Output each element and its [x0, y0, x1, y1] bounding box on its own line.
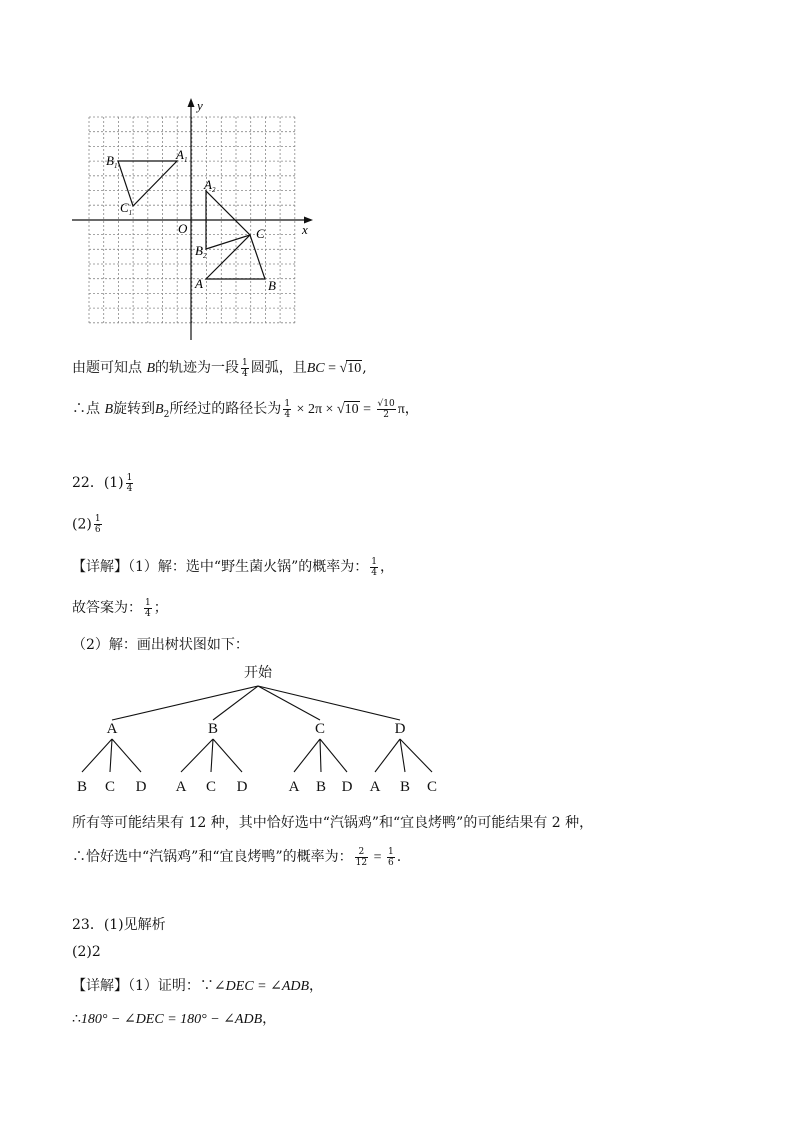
- probability-line: ∴恰好选中“汽锅鸡”和“宜良烤鸭”的概率为： $\frac{2}{12}$ = $\frac{1}{6}$ .: [72, 846, 402, 868]
- sqrt-10: 10: [347, 361, 362, 376]
- q22-detail-1: 【详解】（1）解：选中“野生菌火锅”的概率为： $\frac{1}{4}$ ，: [72, 556, 394, 578]
- tree-edge: [375, 739, 400, 772]
- tree-leaf-B: B: [76, 779, 88, 795]
- tree-edge: [320, 739, 321, 772]
- tree-leaf-C: C: [205, 779, 217, 795]
- tree-node-D: D: [394, 721, 406, 737]
- var-B: B: [146, 361, 156, 376]
- var-BC: BC: [306, 361, 325, 376]
- tree-leaf-C: C: [426, 779, 438, 795]
- q22-answer-line: 故答案为： $\frac{1}{4}$ ；: [72, 597, 168, 619]
- tree-leaf-D: D: [341, 779, 353, 795]
- q22-answer-1: 22．(1) $\frac{1}{4}$: [72, 472, 133, 494]
- tree-edge: [82, 739, 112, 772]
- tree-edge: [112, 739, 141, 772]
- fraction-q22-1: $\frac{1}{4}$: [126, 472, 133, 494]
- q22-part2-heading: （2）解：画出树状图如下：: [72, 637, 249, 653]
- tree-edge: [320, 739, 347, 772]
- tree-leaf-A: A: [369, 779, 381, 795]
- tree-edge: [211, 739, 213, 772]
- y-axis-label: y: [197, 98, 203, 113]
- text: 圆弧，且: [250, 360, 307, 376]
- q23-detail: 【详解】（1）证明：∵∠DEC = ∠ADB，: [72, 978, 324, 994]
- fraction-sqrt10-over-2: $\frac{√10}{2}$: [377, 398, 395, 420]
- fraction-one-quarter: $\frac{1}{4}$: [284, 398, 291, 420]
- tree-node-B: B: [207, 721, 219, 737]
- var-B2: B: [155, 402, 164, 417]
- text: 的轨迹为一段: [155, 360, 240, 376]
- label-C: C: [256, 226, 265, 241]
- arc-statement: 由题可知点 B的轨迹为一段 $\frac{1}{4}$ 圆弧，且BC = √10,: [72, 357, 367, 379]
- tree-edge: [258, 686, 320, 720]
- x-axis-label: x: [302, 222, 308, 237]
- tree-node-C: C: [314, 721, 326, 737]
- tree-leaf-A: A: [288, 779, 300, 795]
- tree-leaf-D: D: [236, 779, 248, 795]
- q23-step: ∴180° − ∠DEC = 180° − ∠ADB，: [72, 1011, 277, 1027]
- coordinate-grid-figure: [60, 92, 330, 348]
- q22-answer-2: (2) $\frac{1}{6}$: [72, 514, 101, 535]
- label-C1: $C_1$: [120, 200, 133, 217]
- path-length-statement: ∴点 B旋转到$B_2$所经过的路径长为 $\frac{1}{4}$ × 2π × √10 = $\frac{√10}{2}$ π，: [72, 398, 419, 420]
- all-results-line: 所有等可能结果有 12 种，其中恰好选中“汽锅鸡”和“宜良烤鸭”的可能结果有 2 种，: [72, 815, 594, 831]
- tree-edge: [181, 739, 213, 772]
- triangle-ABC: [206, 235, 265, 279]
- tree-leaf-A: A: [175, 779, 187, 795]
- tree-edge: [294, 739, 320, 772]
- tree-edge: [258, 686, 400, 720]
- tree-edge: [110, 739, 112, 772]
- q23-answer-1: 23．(1)见解析: [72, 917, 166, 933]
- tree-leaf-D: D: [135, 779, 147, 795]
- y-axis-arrow-icon: [188, 98, 195, 107]
- label-A2: $A_2$: [204, 177, 216, 194]
- tree-edge: [213, 739, 242, 772]
- fraction-one-quarter: $\frac{1}{4}$: [242, 357, 248, 379]
- label-B2: $B_2$: [195, 243, 207, 260]
- tree-leaf-C: C: [104, 779, 116, 795]
- tree-node-A: A: [106, 721, 118, 737]
- label-B1: $B_1$: [106, 153, 118, 170]
- tree-leaf-B: B: [315, 779, 327, 795]
- text: 由题可知点: [72, 360, 147, 376]
- label-B: B: [268, 278, 276, 293]
- q23-answer-2: (2)2: [72, 944, 101, 960]
- label-A: A: [195, 276, 203, 291]
- fraction-q22-2: $\frac{1}{6}$: [94, 514, 101, 535]
- origin-label: O: [178, 221, 188, 236]
- tree-root: 开始: [244, 666, 272, 681]
- tree-diagram: [70, 658, 460, 798]
- tree-leaf-B: B: [399, 779, 411, 795]
- label-A1: $A_1$: [176, 147, 188, 164]
